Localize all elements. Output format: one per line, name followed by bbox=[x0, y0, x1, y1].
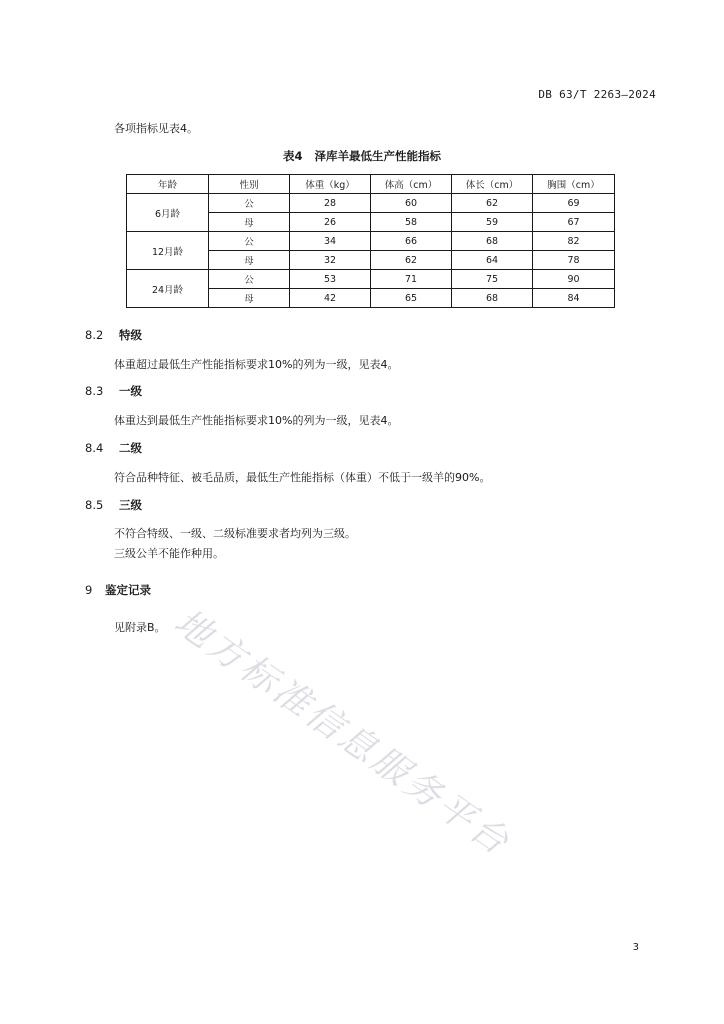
section-body-9: 见附录B。 bbox=[114, 621, 166, 634]
table-row bbox=[127, 194, 615, 213]
length-cell: 68 bbox=[452, 232, 533, 251]
section-title: 一级 bbox=[119, 384, 142, 398]
table-row bbox=[127, 270, 615, 289]
section-heading-8-3 bbox=[85, 383, 142, 399]
sex-cell: 公 bbox=[209, 232, 290, 251]
weight-cell: 34 bbox=[290, 232, 371, 251]
section-body-8-2: 体重超过最低生产性能指标要求10%的列为一级，见表4。 bbox=[114, 358, 399, 371]
length-cell: 64 bbox=[452, 251, 533, 270]
section-heading-9 bbox=[85, 582, 151, 598]
weight-cell: 53 bbox=[290, 270, 371, 289]
section-heading-8-2 bbox=[85, 327, 142, 343]
section-body-8-5-line-1: 不符合特级、一级、二级标准要求者均列为三级。 bbox=[114, 527, 356, 540]
sex-cell: 公 bbox=[209, 270, 290, 289]
sex-cell: 母 bbox=[209, 289, 290, 308]
section-number: 9 bbox=[85, 583, 93, 597]
length-cell: 68 bbox=[452, 289, 533, 308]
length-cell: 75 bbox=[452, 270, 533, 289]
watermark: 地方标准信息服务平台 bbox=[166, 601, 519, 865]
height-cell: 65 bbox=[371, 289, 452, 308]
section-body-8-4: 符合品种特征、被毛品质，最低生产性能指标（体重）不低于一级羊的90%。 bbox=[114, 471, 491, 484]
table-title bbox=[0, 148, 724, 164]
height-cell: 62 bbox=[371, 251, 452, 270]
chest-cell: 69 bbox=[533, 194, 615, 213]
age-cell: 24月龄 bbox=[127, 270, 209, 308]
table-header-row bbox=[127, 175, 615, 194]
table-title-text: 泽库羊最低生产性能指标 bbox=[314, 149, 441, 163]
column-header-sex: 性别 bbox=[209, 175, 290, 194]
section-number: 8.5 bbox=[85, 498, 104, 512]
section-number: 8.2 bbox=[85, 328, 104, 342]
section-title: 鉴定记录 bbox=[105, 583, 151, 597]
age-cell: 12月龄 bbox=[127, 232, 209, 270]
weight-cell: 26 bbox=[290, 213, 371, 232]
intro-paragraph: 各项指标见表4。 bbox=[114, 122, 198, 135]
height-cell: 71 bbox=[371, 270, 452, 289]
age-cell: 6月龄 bbox=[127, 194, 209, 232]
document-code: DB 63/T 2263—2024 bbox=[538, 88, 656, 101]
performance-table bbox=[126, 174, 615, 308]
weight-cell: 42 bbox=[290, 289, 371, 308]
length-cell: 62 bbox=[452, 194, 533, 213]
height-cell: 58 bbox=[371, 213, 452, 232]
table-row bbox=[127, 232, 615, 251]
chest-cell: 84 bbox=[533, 289, 615, 308]
section-title: 三级 bbox=[119, 498, 142, 512]
page-number: 3 bbox=[632, 942, 639, 953]
sex-cell: 母 bbox=[209, 213, 290, 232]
table-number: 表4 bbox=[282, 149, 303, 163]
section-title: 特级 bbox=[119, 328, 142, 342]
chest-cell: 78 bbox=[533, 251, 615, 270]
section-body-8-5-line-2: 三级公羊不能作种用。 bbox=[114, 547, 224, 560]
section-body-8-3: 体重达到最低生产性能指标要求10%的列为一级，见表4。 bbox=[114, 414, 399, 427]
column-header-age: 年龄 bbox=[127, 175, 209, 194]
sex-cell: 母 bbox=[209, 251, 290, 270]
height-cell: 66 bbox=[371, 232, 452, 251]
column-header-height: 体高（cm） bbox=[371, 175, 452, 194]
chest-cell: 67 bbox=[533, 213, 615, 232]
sex-cell: 公 bbox=[209, 194, 290, 213]
weight-cell: 28 bbox=[290, 194, 371, 213]
weight-cell: 32 bbox=[290, 251, 371, 270]
chest-cell: 82 bbox=[533, 232, 615, 251]
chest-cell: 90 bbox=[533, 270, 615, 289]
height-cell: 60 bbox=[371, 194, 452, 213]
section-heading-8-5 bbox=[85, 497, 142, 513]
section-number: 8.3 bbox=[85, 384, 104, 398]
section-heading-8-4 bbox=[85, 440, 142, 456]
section-title: 二级 bbox=[119, 441, 142, 455]
column-header-length: 体长（cm） bbox=[452, 175, 533, 194]
column-header-chest: 胸围（cm） bbox=[533, 175, 615, 194]
column-header-weight: 体重（kg） bbox=[290, 175, 371, 194]
length-cell: 59 bbox=[452, 213, 533, 232]
section-number: 8.4 bbox=[85, 441, 104, 455]
